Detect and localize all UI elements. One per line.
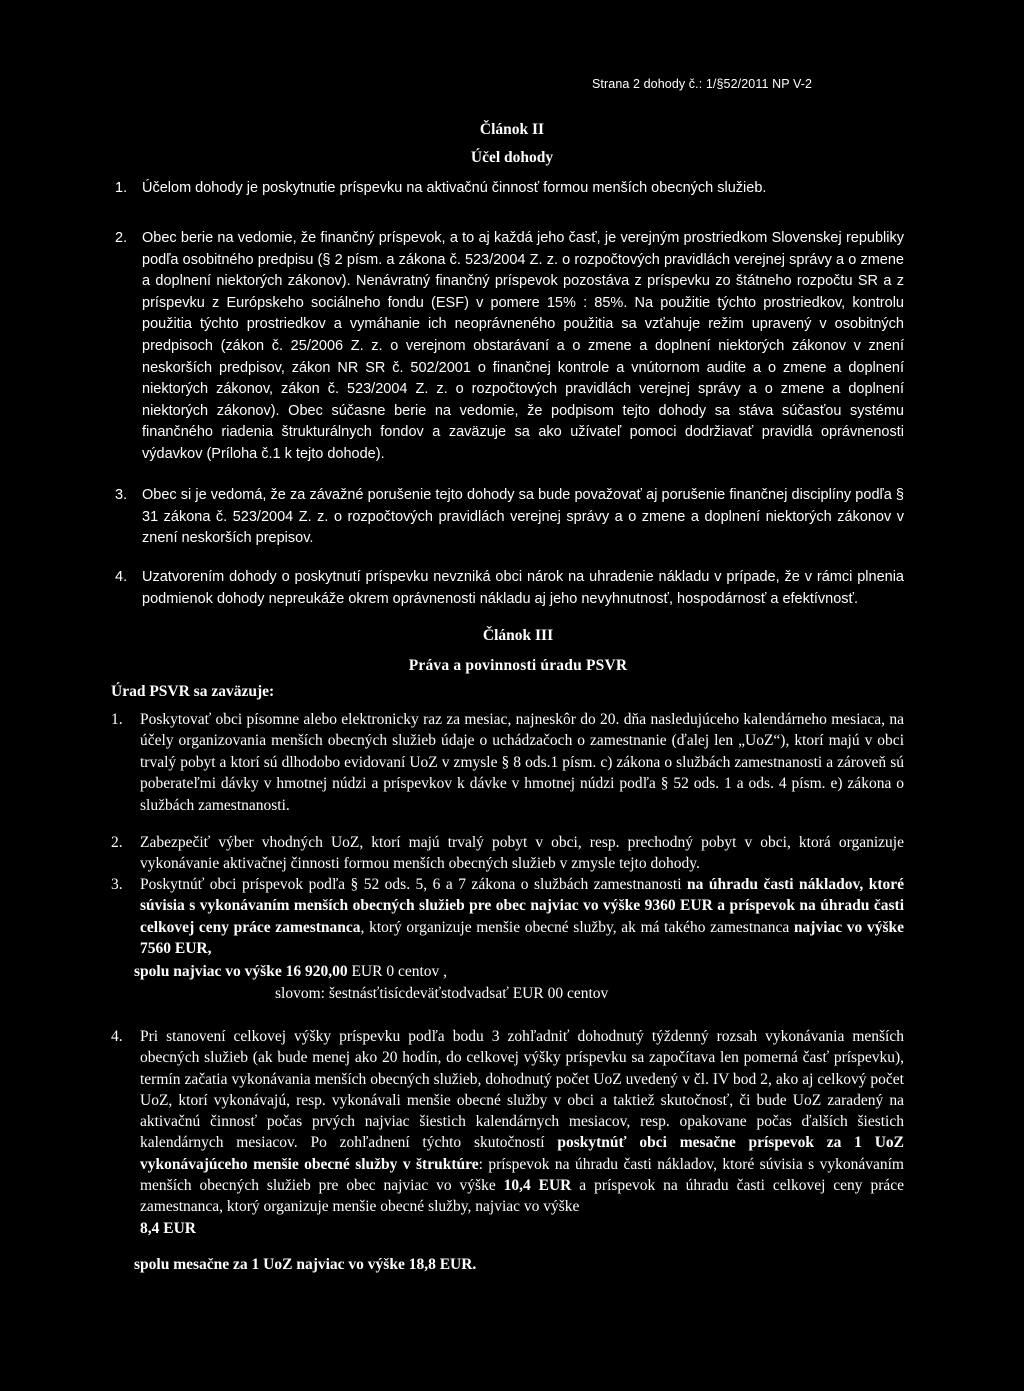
list-number: 4. — [115, 569, 128, 585]
article-3-item-1: Poskytovať obci písomne alebo elektronicky raz za mesiac, najneskôr do 20. dňa nasledujúceho kalendárneho mesiaca, na účely organizovania menších obecných služieb údaje o uchádzačoch o zamestnanie (ďalej len „UoZ“), ktorí majú v obci trvalý pobyt a ktorí sú dlhodobo evidovaní UoZ v zmysle § 8 ods.1 písm. c) zákona o službách zamestnanosti a zároveň sú poberateľmi dávky v hmotnej núdzi a príspevkov k dávke v hmotnej núdzi podľa § 52 ods. 1 a ods. 4 písm. e) zákona o službách zamestnanosti. — [140, 711, 904, 814]
list-number: 1. — [115, 180, 128, 196]
item-4-text-3: a príspevok na úhradu časti celkovej ceny práce zamestnanca, ktorý organizuje menšie obecné služby, najviac vo výške — [140, 1177, 904, 1216]
list-number: 2. — [115, 230, 128, 246]
item-4-text-1: Pri stanovení celkovej výšky príspevku podľa bodu 3 zohľadniť dohodnutý týždenný rozsah vykonávania menších obecných služieb (ak bude menej ako 20 hodín, do celkovej výšky príspevku sa započítava len pomerná časť príspevku), termín začatia vykonávania menších obecných služieb, dohodnutý počet UoZ uvedený v čl. IV bod 2, ako aj celkový počet UoZ, ktorí vykonávajú, resp. vykonávali menšie obecné služby v obci a taktiež skutočnosť, či bude UoZ zaradený na aktivačnú činnosť počas prvých najviac šiestich kalendárnych mesiacov, resp. opakovane počas ďalších šiestich kalendárnych mesiacov. Po zohľadnení týchto skutočností — [140, 1028, 904, 1152]
item-3-text-1: Poskytnúť obci príspevok podľa § 52 ods. 5, 6 a 7 zákona o službách zamestnanosti — [140, 876, 688, 893]
article-3-subtitle: Práva a povinnosti úradu PSVR — [408, 657, 628, 674]
item-4-text-2: : príspevok na úhradu časti nákladov, ktoré súvisia s vykonávaním menších obecných služieb pre obec najviac vo výške — [140, 1155, 904, 1195]
item-4-bold-3: 8,4 EUR — [140, 1219, 196, 1237]
article-3-item-3 — [140, 874, 904, 960]
list-number: 3. — [111, 876, 123, 893]
item-3-bold-2: najviac vo výške 7560 EUR, — [140, 918, 904, 958]
total-amount-words: slovom: šestnásťtisícdeväťstodvadsať EUR 00 centov — [275, 985, 609, 1002]
monthly-total: spolu mesačne za 1 UoZ najviac vo výške 18,8 EUR. — [134, 1256, 477, 1273]
total-amount-rest: EUR 0 centov , — [347, 963, 448, 980]
article-2-item-1: Účelom dohody je poskytnutie príspevku na aktivačnú činnosť formou menších obecných služieb. — [142, 180, 767, 196]
article-2-item-3: Obec si je vedomá, že za závažné porušenie tejto dohody sa bude považovať aj porušenie finančnej disciplíny podľa § 31 zákona č. 523/2004 Z. z. o rozpočtových pravidlách verejnej správy a o zmene a doplnení niektorých zákonov v znení neskorších prepisov. — [142, 487, 904, 546]
article-3-title: Článok III — [482, 627, 554, 644]
list-number: 3. — [115, 487, 128, 503]
item-4-bold-1: poskytnúť obci mesačne príspevok za 1 UoZ vykonávajúceho menšie obecné služby v štruktúre — [140, 1134, 904, 1173]
total-amount-label: spolu najviac vo výške 16 920,00 — [134, 963, 348, 980]
page-header-reference: Strana 2 dohody č.: 1/§52/2011 NP V-2 — [592, 77, 813, 91]
item-4-bold-2: 10,4 EUR — [503, 1177, 572, 1195]
item-3-bold-1: na úhradu časti nákladov, ktoré súvisia s vykonávaním menších obecných služieb pre obec najviac vo výške 9360 EUR a príspevok na úhradu časti celkovej ceny práce zamestnanca — [140, 876, 904, 936]
total-amount-line — [134, 961, 447, 982]
article-3-item-4 — [140, 1026, 904, 1239]
article-2-title: Článok II — [479, 121, 545, 138]
list-number: 1. — [111, 711, 123, 728]
article-2-subtitle: Účel dohody — [470, 149, 554, 166]
article-2-item-4: Uzatvorením dohody o poskytnutí príspevku nevzniká obci nárok na uhradenie nákladu v prípade, že v rámci plnenia podmienok dohody nepreukáže okrem oprávnenosti nákladu aj jeho nevyhnutnosť, hospodárnosť a efektívnosť. — [142, 569, 904, 607]
article-2-item-2: Obec berie na vedomie, že finančný príspevok, a to aj každá jeho časť, je verejným prostriedkom Slovenskej republiky podľa osobitného predpisu (§ 2 písm. a zákona č. 523/2004 Z. z. o rozpočtových pravidlách verejnej správy a o zmene a doplnení niektorých zákonov). Nenávratný finančný príspevok pozostáva z príspevku zo štátneho rozpočtu SR a z príspevku z Európskeho sociálneho fondu (ESF) v pomere 15% : 85%. Na použitie týchto prostriedkov, kontrolu použitia týchto prostriedkov a vymáhanie ich neoprávneného použitia sa vzťahuje režim upravený v osobitných predpisoch (zákon č. 25/2006 Z. z. o verejnom obstarávaní a o zmene a doplnení niektorých zákonov v znení neskorších predpisov, zákon NR SR č. 502/2001 o finančnej kontrole a vnútornom audite a o zmene a doplnení niektorých zákonov, zákon č. 523/2004 Z. z. o rozpočtových pravidlách verejnej správy a o zmene a doplnení niektorých zákonov). Obec súčasne berie na vedomie, že podpisom tejto dohody sa stáva súčasťou systému finančného riadenia štrukturálnych fondov a zaväzuje sa ako užívateľ pomoci dodržiavať pravidlá oprávnenosti výdavkov (Príloha č.1 k tejto dohode). — [142, 230, 904, 462]
obligations-label: Úrad PSVR sa zaväzuje: — [111, 683, 275, 700]
list-number: 2. — [111, 834, 123, 851]
article-3-item-2: Zabezpečiť výber vhodných UoZ, ktorí majú trvalý pobyt v obci, resp. prechodný pobyt v obci, ktorá organizuje vykonávanie aktivačnej činnosti formou menších obecných služieb v zmysle tejto dohody. — [140, 834, 904, 873]
item-3-text-2: , ktorý organizuje menšie obecné služby, ak má takého zamestnanca — [360, 918, 794, 936]
list-number: 4. — [111, 1028, 123, 1045]
